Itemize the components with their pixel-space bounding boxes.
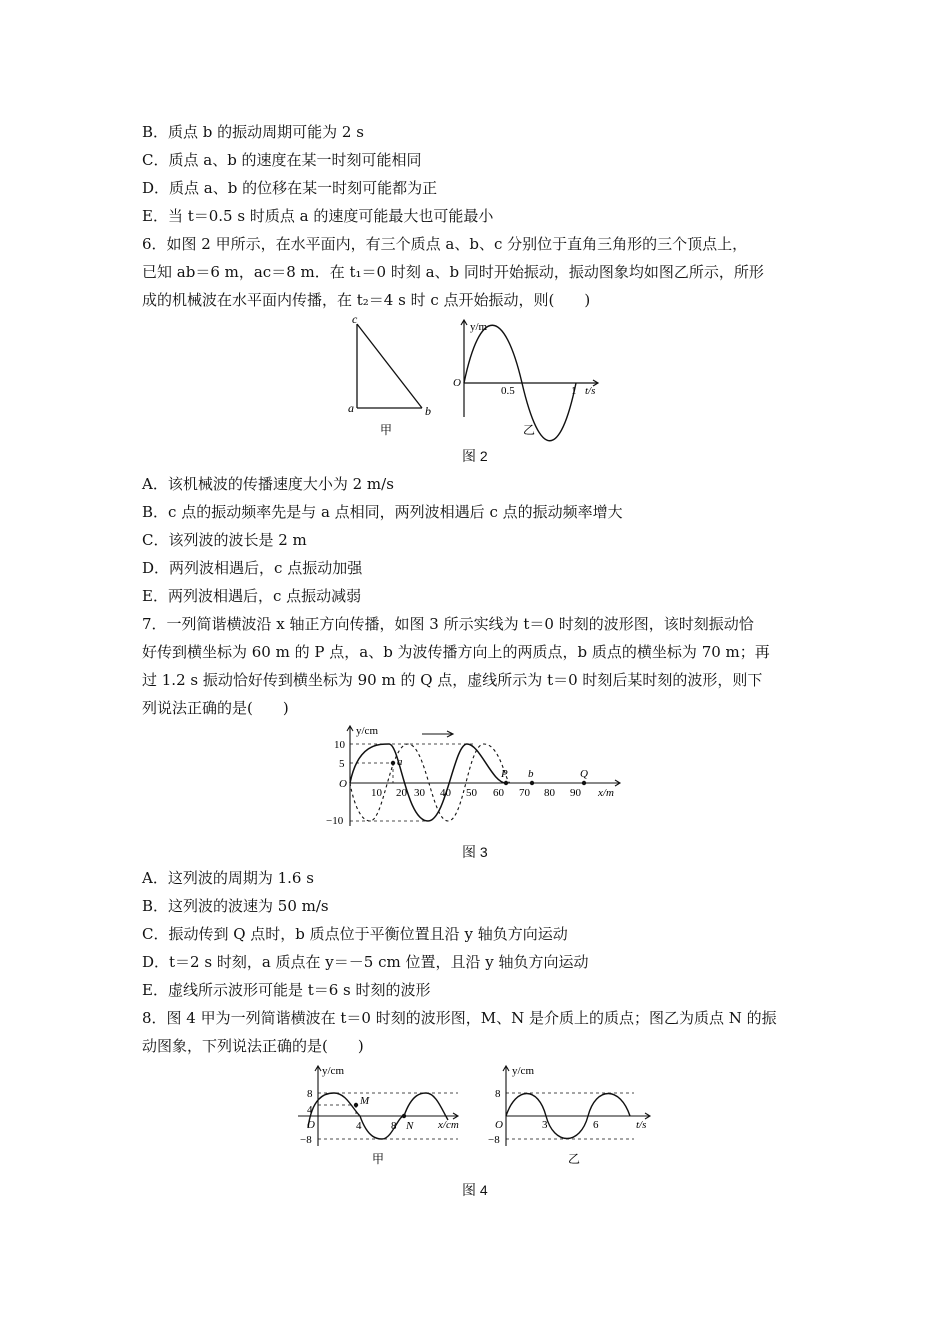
yi-yaxis-label: y/m — [470, 321, 488, 333]
figure-4-caption: 图 4 — [462, 1182, 488, 1198]
f4-label-N: N — [406, 1120, 414, 1132]
f3-label-a: a — [397, 756, 403, 768]
q8-stem-line1: 8．图 4 甲为一列简谐横波在 t＝0 时刻的波形图，M、N 是介质上的质点；图乙为质点 N 的振 — [142, 1009, 777, 1027]
q8-stem-line2: 动图象，下列说法正确的是( ) — [142, 1037, 364, 1055]
f3-xtick-50: 50 — [466, 787, 477, 799]
point-P — [504, 781, 508, 785]
point-Q — [582, 781, 586, 785]
f4-jia-ytick-minus8: −8 — [300, 1134, 312, 1146]
f3-yaxis-label: y/cm — [356, 725, 378, 737]
yi-origin-label: O — [453, 377, 461, 389]
yi-tick-0-5: 0.5 — [501, 385, 515, 397]
f3-label-P: P — [501, 768, 508, 780]
f3-xtick-60: 60 — [493, 787, 504, 799]
q6-option-d: D．两列波相遇后，c 点振动加强 — [142, 559, 363, 577]
vertex-a-label: a — [348, 401, 354, 415]
figure-3 — [320, 722, 630, 830]
f3-xtick-70: 70 — [519, 787, 530, 799]
q7-option-b: B．这列波的波速为 50 m/s — [142, 897, 329, 915]
f4-yi-xtick-3: 3 — [542, 1119, 548, 1131]
q7-option-c: C．振动传到 Q 点时，b 质点位于平衡位置且沿 y 轴负方向运动 — [142, 925, 568, 943]
point-b — [530, 781, 534, 785]
f4-yi-ytick-8: 8 — [495, 1088, 501, 1100]
point-N — [402, 1114, 406, 1118]
q6-option-c: C．该列波的波长是 2 m — [142, 531, 307, 549]
f3-xtick-40: 40 — [440, 787, 451, 799]
f4-jia-xtick-8: 8 — [391, 1120, 397, 1132]
q7-option-d: D．t＝2 s 时刻，a 质点在 y＝－5 cm 位置，且沿 y 轴负方向运动 — [142, 953, 589, 971]
q6-stem-line1: 6．如图 2 甲所示，在水平面内，有三个质点 a、b、c 分别位于直角三角形的三个顶点上， — [142, 235, 748, 253]
q5-option-d: D．质点 a、b 的位移在某一时刻可能都为正 — [142, 179, 438, 197]
f3-xaxis-label: x/m — [598, 787, 614, 799]
f4-jia-ytick-4: 4 — [307, 1104, 313, 1116]
f3-origin-label: O — [339, 778, 347, 790]
vertex-c-label: c — [352, 312, 358, 326]
q7-stem-line1: 7．一列简谐横波沿 x 轴正方向传播，如图 3 所示实线为 t＝0 时刻的波形图，该时刻振动恰 — [142, 615, 754, 633]
f4-jia-origin: O — [307, 1119, 315, 1131]
q6-stem-line3: 成的机械波在水平面内传播，在 t₂＝4 s 时 c 点开始振动，则( ) — [142, 291, 591, 309]
f4-jia-ytick-8: 8 — [307, 1088, 313, 1100]
q5-option-b: B．质点 b 的振动周期可能为 2 s — [142, 123, 364, 141]
yi-xaxis-label: t/s — [585, 385, 596, 397]
figure-2-triangle — [357, 324, 422, 408]
q7-option-a: A．这列波的周期为 1.6 s — [142, 869, 314, 887]
f4-jia-xtick-4: 4 — [356, 1120, 362, 1132]
figure-2-yi-caption: 乙 — [523, 423, 536, 437]
f3-xtick-10: 10 — [371, 787, 382, 799]
f4-yi-caption: 乙 — [568, 1152, 581, 1166]
f4-yi-xaxis: t/s — [636, 1119, 647, 1131]
f3-ytick-minus10: −10 — [326, 815, 344, 827]
point-a — [391, 761, 395, 765]
f3-xtick-30: 30 — [414, 787, 425, 799]
q7-option-e: E．虚线所示波形可能是 t＝6 s 时刻的波形 — [142, 981, 431, 999]
f4-label-M: M — [360, 1095, 370, 1107]
f4-yi-ytick-minus8: −8 — [488, 1134, 500, 1146]
f4-yi-origin: O — [495, 1119, 503, 1131]
f3-xtick-80: 80 — [544, 787, 555, 799]
f4-yi-yaxis-label: y/cm — [512, 1065, 534, 1077]
f3-xtick-90: 90 — [570, 787, 581, 799]
q6-option-a: A．该机械波的传播速度大小为 2 m/s — [142, 475, 394, 493]
vertex-b-label: b — [425, 404, 431, 418]
figure-2-jia-caption: 甲 — [380, 423, 393, 437]
q5-option-c: C．质点 a、b 的速度在某一时刻可能相同 — [142, 151, 422, 169]
q6-option-e: E．两列波相遇后，c 点振动减弱 — [142, 587, 362, 605]
q7-stem-line3: 过 1.2 s 振动恰好传到横坐标为 90 m 的 Q 点，虚线所示为 t＝0 时刻后某时刻的波形，则下 — [142, 671, 763, 689]
f3-ytick-5: 5 — [339, 758, 345, 770]
q6-stem-line2: 已知 ab＝6 m，ac＝8 m．在 t₁＝0 时刻 a、b 同时开始振动，振动图象均如图乙所示，所形 — [142, 263, 764, 281]
q6-option-b: B．c 点的振动频率先是与 a 点相同，两列波相遇后 c 点的振动频率增大 — [142, 503, 623, 521]
figure-4 — [290, 1060, 670, 1172]
q5-option-e: E．当 t＝0.5 s 时质点 a 的速度可能最大也可能最小 — [142, 207, 494, 225]
yi-tick-1: 1 — [571, 385, 577, 397]
f4-jia-yaxis-label: y/cm — [322, 1065, 344, 1077]
point-M — [354, 1103, 358, 1107]
f3-xtick-20: 20 — [396, 787, 407, 799]
q7-stem-line4: 列说法正确的是( ) — [142, 699, 289, 717]
f4-jia-caption: 甲 — [372, 1152, 385, 1166]
figure-2 — [340, 312, 610, 442]
q7-stem-line2: 好传到横坐标为 60 m 的 P 点，a、b 为波传播方向上的两质点，b 质点的横坐标为 70 m；再 — [142, 643, 770, 661]
figure-3-caption: 图 3 — [462, 844, 488, 860]
f4-jia-xaxis: x/cm — [438, 1119, 459, 1131]
f3-label-Q: Q — [580, 768, 588, 780]
f4-yi-xtick-6: 6 — [593, 1119, 599, 1131]
figure-2-caption: 图 2 — [462, 448, 488, 464]
f3-label-b: b — [528, 768, 534, 780]
f3-ytick-10: 10 — [334, 739, 345, 751]
